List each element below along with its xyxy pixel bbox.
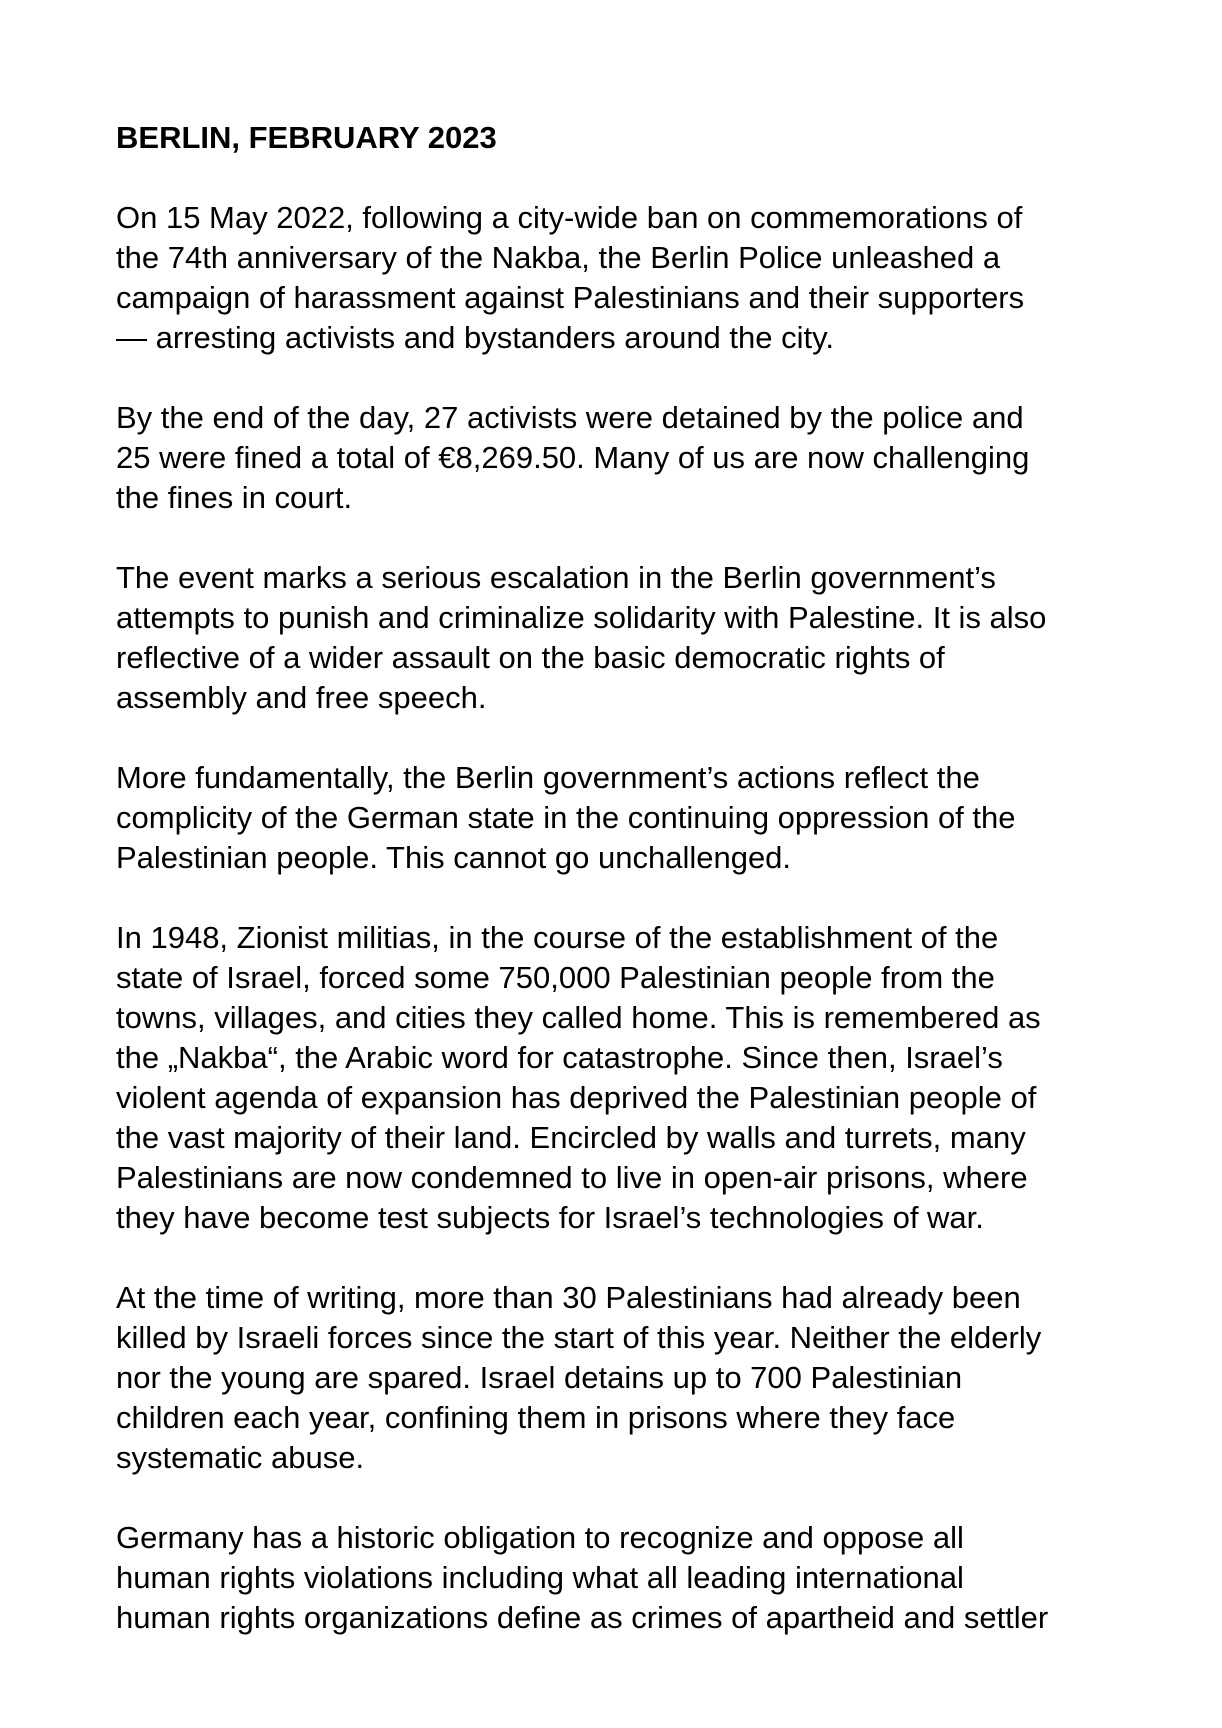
paragraph-line: More fundamentally, the Berlin government’s actions reflect the xyxy=(116,760,980,795)
paragraph-line: killed by Israeli forces since the start of this year. Neither the elderly xyxy=(116,1320,1042,1355)
paragraph-line: Palestinians are now condemned to live in open-air prisons, where xyxy=(116,1160,1028,1195)
paragraph-line: they have become test subjects for Israel’s technologies of war. xyxy=(116,1200,984,1235)
paragraph-line: campaign of harassment against Palestinians and their supporters xyxy=(116,280,1025,315)
paragraph-line: systematic abuse. xyxy=(116,1440,365,1475)
paragraph-line: — arresting activists and bystanders around the city. xyxy=(116,320,834,355)
paragraph xyxy=(116,918,1116,1238)
paragraph xyxy=(116,398,1116,518)
paragraph-line: children each year, confining them in prisons where they face xyxy=(116,1400,956,1435)
paragraph-line: towns, villages, and cities they called home. This is remembered as xyxy=(116,1000,1041,1035)
paragraph-line: human rights violations including what all leading international xyxy=(116,1560,964,1595)
paragraph-line: At the time of writing, more than 30 Palestinians had already been xyxy=(116,1280,1021,1315)
paragraph-line: By the end of the day, 27 activists were detained by the police and xyxy=(116,400,1024,435)
paragraph-line: On 15 May 2022, following a city-wide ban on commemorations of xyxy=(116,200,1023,235)
document-page xyxy=(116,118,1116,1678)
paragraph-line: attempts to punish and criminalize solidarity with Palestine. It is also xyxy=(116,600,1047,635)
paragraph-line: violent agenda of expansion has deprived the Palestinian people of xyxy=(116,1080,1037,1115)
paragraph-line: human rights organizations define as crimes of apartheid and settler xyxy=(116,1600,1049,1635)
paragraph-line: nor the young are spared. Israel detains up to 700 Palestinian xyxy=(116,1360,963,1395)
paragraph xyxy=(116,758,1116,878)
paragraph-line: The event marks a serious escalation in the Berlin government’s xyxy=(116,560,996,595)
paragraph-line: the vast majority of their land. Encircled by walls and turrets, many xyxy=(116,1120,1026,1155)
paragraph-line: Palestinian people. This cannot go unchallenged. xyxy=(116,840,792,875)
paragraph-line: 25 were fined a total of €8,269.50. Many of us are now challenging xyxy=(116,440,1030,475)
paragraph-line: reflective of a wider assault on the basic democratic rights of xyxy=(116,640,945,675)
paragraph-line: assembly and free speech. xyxy=(116,680,487,715)
paragraph-line: Germany has a historic obligation to recognize and oppose all xyxy=(116,1520,964,1555)
paragraph-line: the fines in court. xyxy=(116,480,353,515)
paragraph xyxy=(116,198,1116,358)
paragraph xyxy=(116,558,1116,718)
paragraph xyxy=(116,1278,1116,1478)
paragraph-line: state of Israel, forced some 750,000 Palestinian people from the xyxy=(116,960,995,995)
paragraph-line: the 74th anniversary of the Nakba, the Berlin Police unleashed a xyxy=(116,240,1001,275)
paragraph-line: the „Nakba“, the Arabic word for catastrophe. Since then, Israel’s xyxy=(116,1040,1003,1075)
paragraph xyxy=(116,1518,1116,1638)
paragraph-line: complicity of the German state in the continuing oppression of the xyxy=(116,800,1016,835)
document-heading: BERLIN, FEBRUARY 2023 xyxy=(116,120,497,155)
paragraph-line: In 1948, Zionist militias, in the course of the establishment of the xyxy=(116,920,999,955)
